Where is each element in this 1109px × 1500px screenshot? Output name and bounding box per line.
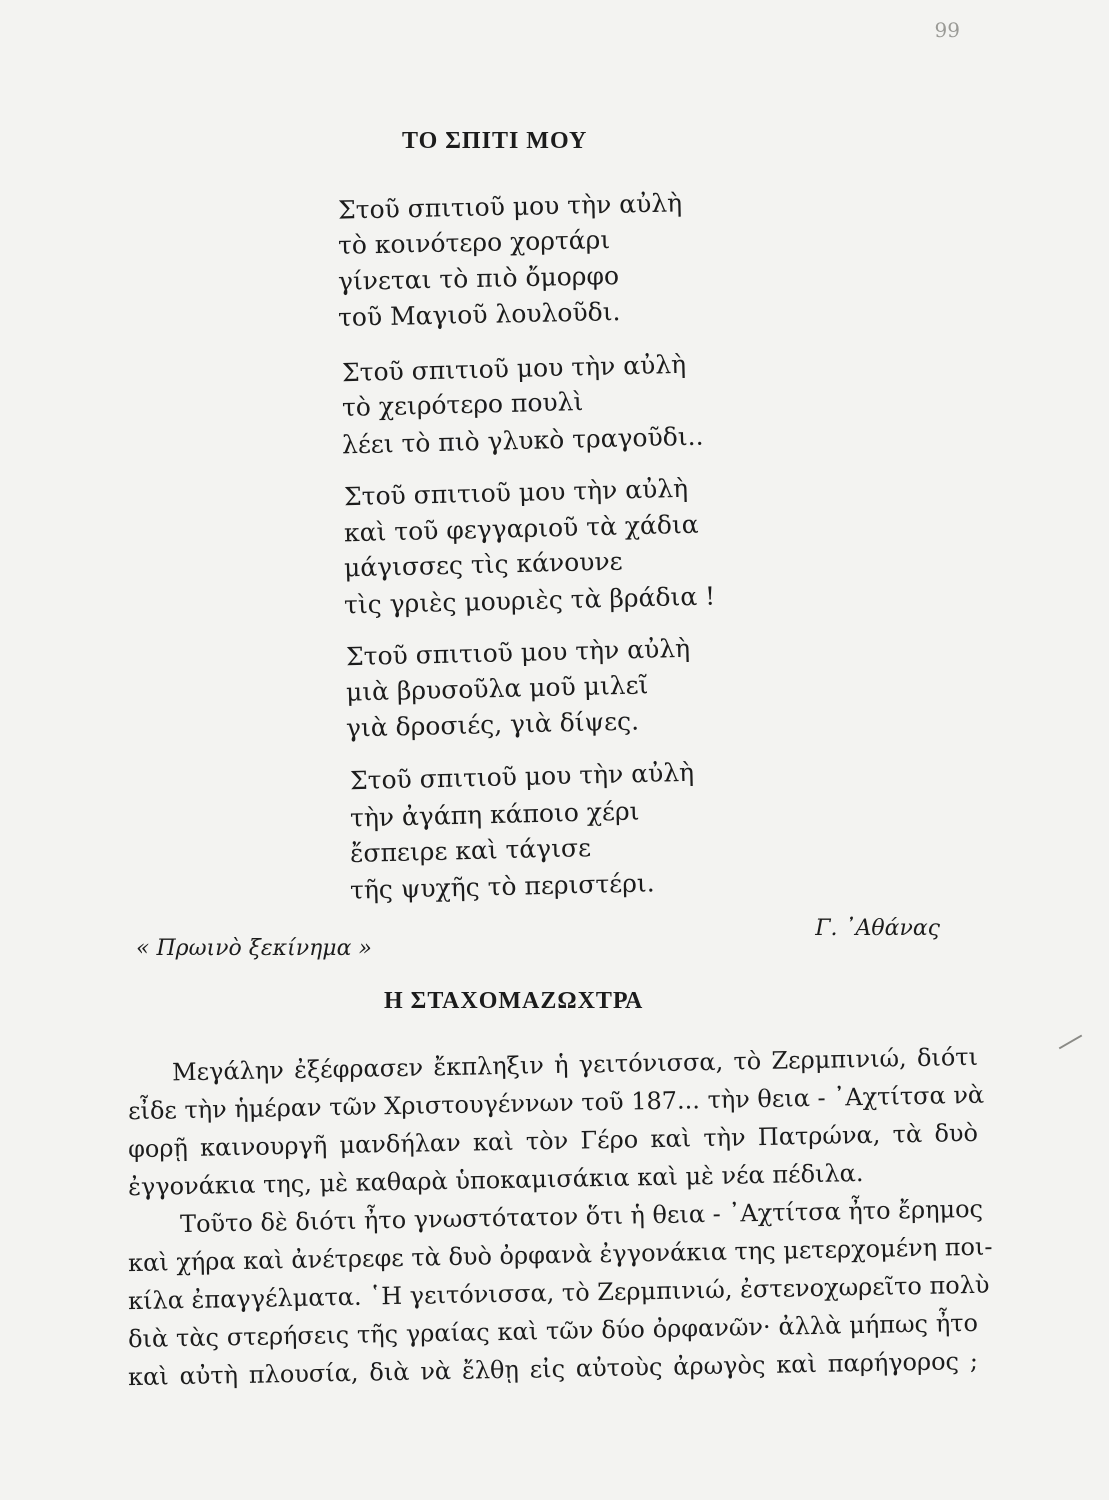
story-line: διὰ τὰς στερήσεις τῆς γραίας καὶ τῶν δύο ὀρφανῶν· ἀλλὰ μήπως ἦτο [127,1308,979,1354]
poem-line: τὶς γριὲς μουριὲς τὰ βράδια ! [343,581,716,620]
story-title: Η ΣΤΑΧΟΜΑΖΩΧΤΡΑ [384,988,644,1014]
poem-line: λέει τὸ πιὸ γλυκὸ τραγοῦδι.. [341,421,704,460]
poem-line: γίνεται τὸ πιὸ ὄμορφο [337,261,620,296]
poem-line: Στοῦ σπιτιοῦ μου τὴν αὐλὴ [345,633,691,672]
story-line: Μεγάλην ἐξέφρασεν ἔκπληξιν ἡ γειτόνισσα, τὸ Ζερμπινιώ, διότι [171,1042,979,1087]
pencil-mark [1059,1035,1090,1062]
poem-line: ἔσπειρε καὶ τάγισε [349,833,592,868]
story-line: Τοῦτο δὲ διότι ἦτο γνωστότατον ὅτι ἡ θεια - ᾿Αχτίτσα ἦτο ἔρημος [179,1194,984,1239]
poem-line: τὸ χειρότερο πουλὶ [341,387,584,422]
poem-line: γιὰ δροσιές, γιὰ δίψες. [345,706,640,743]
poem-line: τὴν ἀγάπη κάποιο χέρι [349,796,640,833]
poem-line: τὸ κοινότερο χορτάρι [337,225,611,260]
poem-line: καὶ τοῦ φεγγαριοῦ τὰ χάδια [343,509,699,548]
story-line: καὶ χήρα καὶ ἀνέτρεφε τὰ δυὸ ὀρφανὰ ἐγγονάκια της μετερχομένη ποι- [127,1232,993,1278]
poem-line: μάγισσες τὶς κάνουνε [343,546,623,583]
poem-line: Στοῦ σπιτιοῦ μου τὴν αὐλὴ [337,188,683,225]
story-line: φορῇ καινουργῆ μανδήλαν καὶ τὸν Γέρο καὶ τὴν Πατρώνα, τὰ δυὸ [127,1118,979,1164]
story-line: κίλα ἐπαγγέλματα. ῾Η γειτόνισσα, τὸ Ζερμπινιώ, ἐστενοχωρεῖτο πολὺ [127,1270,990,1316]
poem-line: Στοῦ σπιτιοῦ μου τὴν αὐλὴ [343,473,689,512]
page-number: 99 [934,18,960,42]
story-line: ἐγγονάκια της, μὲ καθαρὰ ὑποκαμισάκια καὶ μὲ νέα πέδιλα. [127,1159,864,1202]
story-line: εἶδε τὴν ἡμέραν τῶν Χριστουγέννων τοῦ 187... τὴν θεια - ᾿Αχτίτσα νὰ [127,1080,985,1126]
poem-line: τῆς ψυχῆς τὸ περιστέρι. [349,868,655,905]
story-line: καὶ αὐτὴ πλουσία, διὰ νὰ ἔλθῃ εἰς αὐτοὺς ἀρωγὸς καὶ παρήγορος ; [127,1346,979,1392]
poem-line: Στοῦ σπιτιοῦ μου τὴν αὐλὴ [349,757,695,796]
poem-line: Στοῦ σπιτιοῦ μου τὴν αὐλὴ [341,349,687,388]
poem-line: μιὰ βρυσοῦλα μοῦ μιλεῖ [345,670,649,707]
poem-source: « Πρωινὸ ξεκίνημα » [136,936,372,961]
poem-title: ΤΟ ΣΠΙΤΙ ΜΟΥ [402,128,588,154]
poem-line: τοῦ Μαγιοῦ λουλοῦδι. [337,297,621,332]
poem-author: Γ. ᾿Αθάνας [815,916,940,941]
